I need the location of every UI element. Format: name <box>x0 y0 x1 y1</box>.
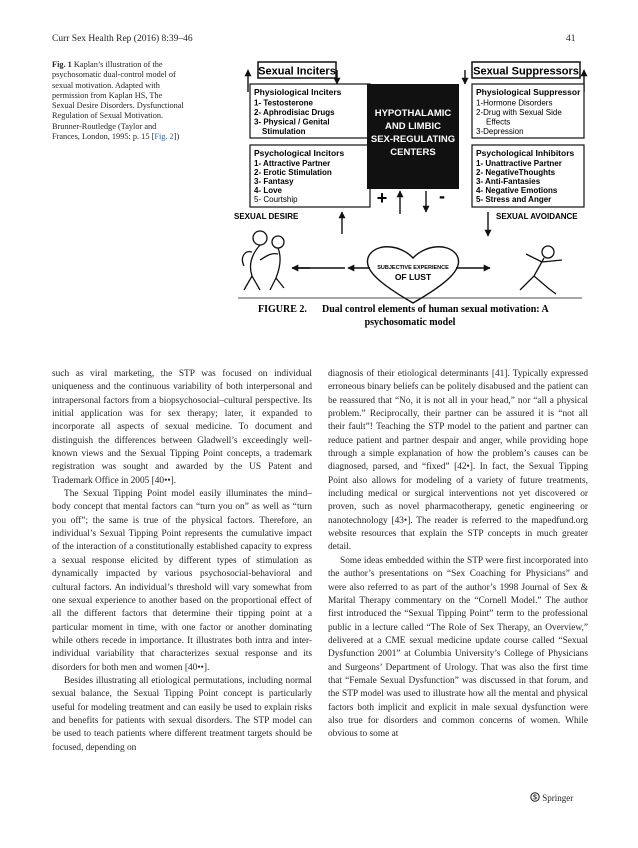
physiological-suppressor-title: Physiological Suppressor <box>476 87 581 97</box>
figure-caption-close: ]) <box>173 132 180 142</box>
center-line: HYPOTHALAMIC <box>374 108 452 119</box>
suppressor-item: Effects <box>486 117 511 127</box>
embracing-couple-illustration <box>242 231 284 290</box>
figure-caption <box>52 60 184 142</box>
suppressor-item: 1-Hormone Disorders <box>476 98 553 108</box>
figure-label: Fig. 1 <box>52 60 72 69</box>
inhibitor-item: 3- Anti-Fantasies <box>476 177 541 186</box>
paragraph: diagnosis of their etiological determinants [41]. Typically expressed erroneous binary beliefs can be politely disabused and the patient can be reassured that “No, it is not all in your head,” nor “all a physical problem.” Reciprocally, their partner can be assured it is “not all their fault”! Teaching the STP model to the patient and partner can reduce patient and partner despair and anger, while providing hope through a simple explanation of how the problem’s causes can be diagnosed, parsed, and “fixed” [42•]. In fact, the Sexual Tipping Point also allows for modeling of a variety of future treatments, including medical or surgical interventions not yet discovered or proven, such as novel pharmacotherapy, genetic engineering or nanotechnology [43•]. The reader is referred to the mapedfund.org website resources that explain the STP concepts in much greater detail. <box>328 369 588 553</box>
inciter-item: 1- Testosterone <box>254 98 313 108</box>
center-line: CENTERS <box>390 147 436 158</box>
body-column-right <box>328 368 588 742</box>
suppressors-header: Sexual Suppressors <box>473 65 579 78</box>
sexual-desire-label: SEXUAL DESIRE <box>234 212 299 221</box>
paragraph: The Sexual Tipping Point model easily illuminates the mind–body concept that mental factors can “turn you on” as well as “turn you off”; the same is true of the physical factors. Therefore, an individual’s Sexual Tipping Point represents the cumulative impact of the interaction of a constitutionally established capacity to express a sexual response elicited by different types of stimulation as dynamically impacted by various psychosocial-behavioral and cultural factors. An individual’s threshold will vary somewhat from one sexual experience to another based on the proportional effect of all the different factors that determine their tipping point at a particular moment in time, with one factor or another dominating while others recede in importance. It illustrates both intra and inter-individual variability that characterizes sexual response and its disorders for both men and women [40••]. <box>52 489 312 673</box>
center-line: SEX-REGULATING <box>370 134 456 145</box>
publisher-name: Springer <box>542 793 574 803</box>
psychological-inhibitors-title: Psychological Inhibitors <box>476 148 575 158</box>
paragraph: Besides illustrating all etiological permutations, including normal sexual balance, the Sexual Tipping Point concept is particularly useful for modeling treatment and can easily be used to explain risks and benefits for patients with sexual disorders. The STP model can be used to teach patients where different treatment targets should be focused, depending on <box>52 675 312 753</box>
figure-caption-text: Kaplan’s illustration of the psychosomatic dual-control model of sexual motivation. Adapted with permission from Kaplan HS, The Sexual Desire Disorders. Dysfunctional Regulation of Sexual Motivation. Brunner-Routledge (Taylor and Frances, London, 1995: p. 15 [ <box>52 60 184 142</box>
center-line: AND LIMBIC <box>385 121 441 132</box>
body-column-left <box>52 368 312 755</box>
incitor-item: 5- Courtship <box>254 195 298 204</box>
paragraph: Some ideas embedded within the STP were first incorporated into the author’s presentations on “Sex Coaching for Physicians” and were also referred to as part of the author’s 1998 Journal of Sex & Marital Therapy commentary on the “Cornell Model.” The author first introduced the “Sexual Tipping Point” term to the professional public in a lecture called “The Role of Sex Therapy, an Overview,” delivered at a CME sexual medicine update course called “Sexual Dysfunction 2001” at Columbia University’s College of Physicians and Surgeons’ Department of Urology. That was also the first time that “Female Sexual Dysfunction” was discussed in that forum, and the STP model was used to illustrate how all the mental and physical factors both implicit and explicit in male sexual dysfunction were also true for disorders and common concerns of women. While obvious to some at <box>328 555 588 740</box>
plus-sign: + <box>376 188 388 208</box>
heart-label-top: SUBJECTIVE EXPERIENCE <box>377 265 449 271</box>
inhibitor-item: 5- Stress and Anger <box>476 195 552 204</box>
suppressor-item: 3-Depression <box>476 127 524 136</box>
heart-label-bottom: OF LUST <box>394 272 432 282</box>
figure-reference-link[interactable]: Fig. 2 <box>154 132 174 142</box>
minus-sign: - <box>439 186 445 206</box>
incitor-item: 1- Attractive Partner <box>254 159 331 168</box>
dual-control-figure <box>230 54 590 336</box>
figure2-label: FIGURE 2. <box>258 304 307 315</box>
paragraph: such as viral marketing, the STP was focused on individual uniqueness and the continuous variability of both interpersonal and intrapersonal factors from a biopsychosocial–cultural perspective. Its initial application was for sex therapy; later, it expanded to incorporate all aspects of sexual medicine. To document and distinguish the differences between Gladwell’s exceedingly well-known views and the Sexual Tipping Point concepts, a trademark registration was sought and awarded by the US Patent and Trademark Office in 2005 [40••]. <box>52 369 312 486</box>
incitor-item: 2- Erotic Stimulation <box>254 168 332 177</box>
figure2-caption-line1: Dual control elements of human sexual motivation: A <box>322 304 549 315</box>
inhibitor-item: 4- Negative Emotions <box>476 186 558 195</box>
inciter-item: Stimulation <box>262 127 306 136</box>
publisher-footer <box>530 792 573 803</box>
springer-logo-icon <box>530 792 540 802</box>
inciters-header: Sexual Inciters <box>258 65 336 78</box>
suppressor-item: 2-Drug with Sexual Side <box>476 108 562 117</box>
sexual-avoidance-label: SEXUAL AVOIDANCE <box>496 212 578 221</box>
journal-citation-header: Curr Sex Health Rep (2016) 8:39–46 <box>52 34 193 44</box>
inciter-item: 2- Aphrodisiac Drugs <box>254 108 335 117</box>
psychological-incitors-title: Psychological Incitors <box>254 148 345 158</box>
fleeing-figure-illustration <box>520 246 562 294</box>
incitor-item: 4- Love <box>254 186 283 195</box>
incitor-item: 3- Fantasy <box>254 177 294 186</box>
physiological-inciters-title: Physiological Inciters <box>254 87 342 97</box>
inhibitor-item: 1- Unattractive Partner <box>476 159 562 168</box>
figure2-caption-line2: psychosomatic model <box>364 317 456 328</box>
inciter-item: 3- Physical / Genital <box>254 117 330 127</box>
page-number: 41 <box>566 34 576 44</box>
inhibitor-item: 2- NegativeThoughts <box>476 168 556 177</box>
